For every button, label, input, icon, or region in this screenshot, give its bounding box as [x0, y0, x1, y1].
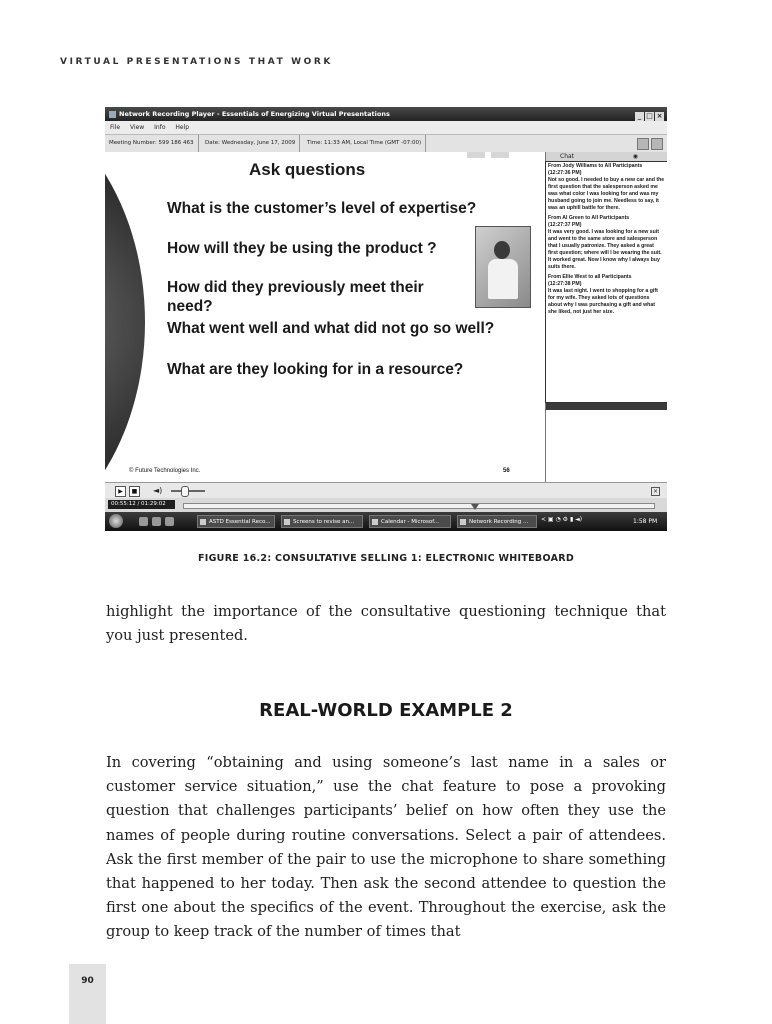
slide-number: 56: [503, 468, 510, 474]
section-heading: REAL-WORLD EXAMPLE 2: [259, 700, 513, 721]
stop-icon[interactable]: ■: [129, 486, 140, 497]
slide-question: need?: [167, 298, 213, 315]
menu-info[interactable]: Info: [154, 124, 166, 131]
chat-message: [548, 163, 665, 212]
show-desktop-icon[interactable]: [139, 517, 148, 526]
taskbar-item[interactable]: Network Recording ...: [457, 515, 537, 528]
close-icon[interactable]: ×: [656, 112, 663, 120]
meeting-info-bar: [105, 134, 667, 153]
slide-question: What is the customer’s level of expertise?: [167, 200, 477, 217]
system-tray: < ▣ ◔ ⚙ ▮ ◄): [541, 516, 583, 523]
timecode: 00:55:12 / 01:29:02: [108, 500, 175, 509]
chat-title: Chat: [560, 153, 575, 160]
figure-caption: FIGURE 16.2: CONSULTATIVE SELLING 1: ELECTRONIC WHITEBOARD: [197, 553, 575, 564]
taskbar-item[interactable]: ASTD Essential Reco...: [197, 515, 275, 528]
close-icon[interactable]: ×: [652, 488, 659, 495]
volume-icon[interactable]: ◄): [153, 486, 163, 495]
taskbar-clock: 1:58 PM: [633, 518, 658, 525]
volume-knob[interactable]: [181, 486, 189, 497]
chat-header: [546, 152, 667, 161]
slide-question: What went well and what did not go so well?: [167, 320, 495, 337]
app-icon: [109, 111, 116, 118]
play-icon[interactable]: ▶: [115, 486, 126, 497]
layout-icon[interactable]: [637, 138, 649, 150]
meeting-number: Meeting Number: 599 186 463: [105, 135, 199, 152]
chat-time: (12:27:36 PM): [548, 170, 582, 176]
page-number-tab: [69, 964, 106, 1024]
chat-panel: [545, 152, 667, 482]
chat-sender: From Jody Williams to All Participants: [548, 163, 643, 169]
slide-question: How will they be using the product ?: [167, 240, 437, 257]
document-icon[interactable]: [651, 138, 663, 150]
meeting-time: Time: 11:33 AM, Local Time (GMT -07:00): [303, 135, 426, 152]
menu-help[interactable]: Help: [175, 124, 190, 131]
taskbar-item[interactable]: Calendar - Microsof...: [369, 515, 451, 528]
slide-copyright: © Future Technologies Inc.: [129, 468, 201, 474]
chat-text: Not so good. I needed to buy a new car and the first question that the salesperson asked me was what color I was looking for and was my husband going to join me. Needless to say, it was an uphill battle for there.: [548, 177, 665, 211]
whiteboard-slide: [105, 152, 545, 482]
eye-icon[interactable]: ◉: [632, 153, 638, 160]
seek-bar[interactable]: [183, 503, 655, 509]
page-number: 90: [81, 976, 94, 986]
chat-sender: From Ellie West to all Participants: [548, 274, 632, 280]
taskbar-item[interactable]: Screens to revise an...: [281, 515, 363, 528]
child-photo: [475, 226, 531, 308]
figure-screenshot: [105, 107, 667, 531]
slide-question: What are they looking for in a resource?: [167, 361, 464, 378]
chat-sender: From Al Green to All Participants: [548, 215, 630, 221]
running-head: VIRTUAL PRESENTATIONS THAT WORK: [60, 57, 333, 67]
minimize-icon[interactable]: _: [635, 112, 644, 121]
taskbar: [105, 512, 667, 531]
chat-input-bar[interactable]: [546, 403, 667, 410]
meeting-date: Date: Wednesday, June 17, 2009: [201, 135, 300, 152]
menu-view[interactable]: View: [129, 124, 145, 131]
maximize-icon[interactable]: □: [646, 112, 653, 120]
slide-decoration: [105, 152, 145, 482]
slide-title: Ask questions: [249, 160, 366, 179]
menu-bar: [105, 121, 667, 134]
menu-file[interactable]: File: [110, 124, 121, 131]
body-paragraph: highlight the importance of the consultative questioning technique that you just presented.: [106, 603, 666, 645]
toolbar-grip: [467, 152, 485, 158]
chat-text: It was very good. I was looking for a new suit and went to the same store and salesperson that I usually patronize. They asked a great first question; where will I be wearing the suit. It worked great. Now I know why I always buy suits there.: [548, 229, 662, 270]
timeline-bar: [105, 498, 667, 512]
chat-message: [548, 215, 665, 271]
explorer-icon[interactable]: [152, 517, 161, 526]
chat-messages: [545, 161, 667, 403]
player-controls: [105, 482, 667, 498]
chat-message: [548, 274, 665, 316]
window-title: Network Recording Player - Essentials of Energizing Virtual Presentations: [119, 110, 390, 118]
start-icon[interactable]: [109, 514, 123, 528]
window-titlebar: [105, 107, 667, 121]
chat-text: It was last night. I went to shopping for a gift for my wife. They asked lots of questions about why I was purchasing a gift and what she liked, not just her size.: [548, 288, 658, 315]
body-paragraph: In covering “obtaining and using someone’s last name in a sales or customer service situation,” use the chat feature to pose a provoking question that challenges participants’ belief on how often they use the names of people during routine conversations. Select a pair of attendees. Ask the first member of the pair to use the microphone to share something that happened to her today. Then ask the second attendee to question the first one about the specifics of the event. Throughout the exercise, ask the group to keep track of the number of times that: [106, 754, 666, 941]
browser-icon[interactable]: [165, 517, 174, 526]
slide-question: How did they previously meet their: [167, 279, 424, 296]
chat-time: (12:27:38 PM): [548, 281, 582, 287]
seek-knob[interactable]: [471, 504, 479, 510]
toolbar-grip: [491, 152, 509, 158]
chat-time: (12:27:37 PM): [548, 222, 582, 228]
